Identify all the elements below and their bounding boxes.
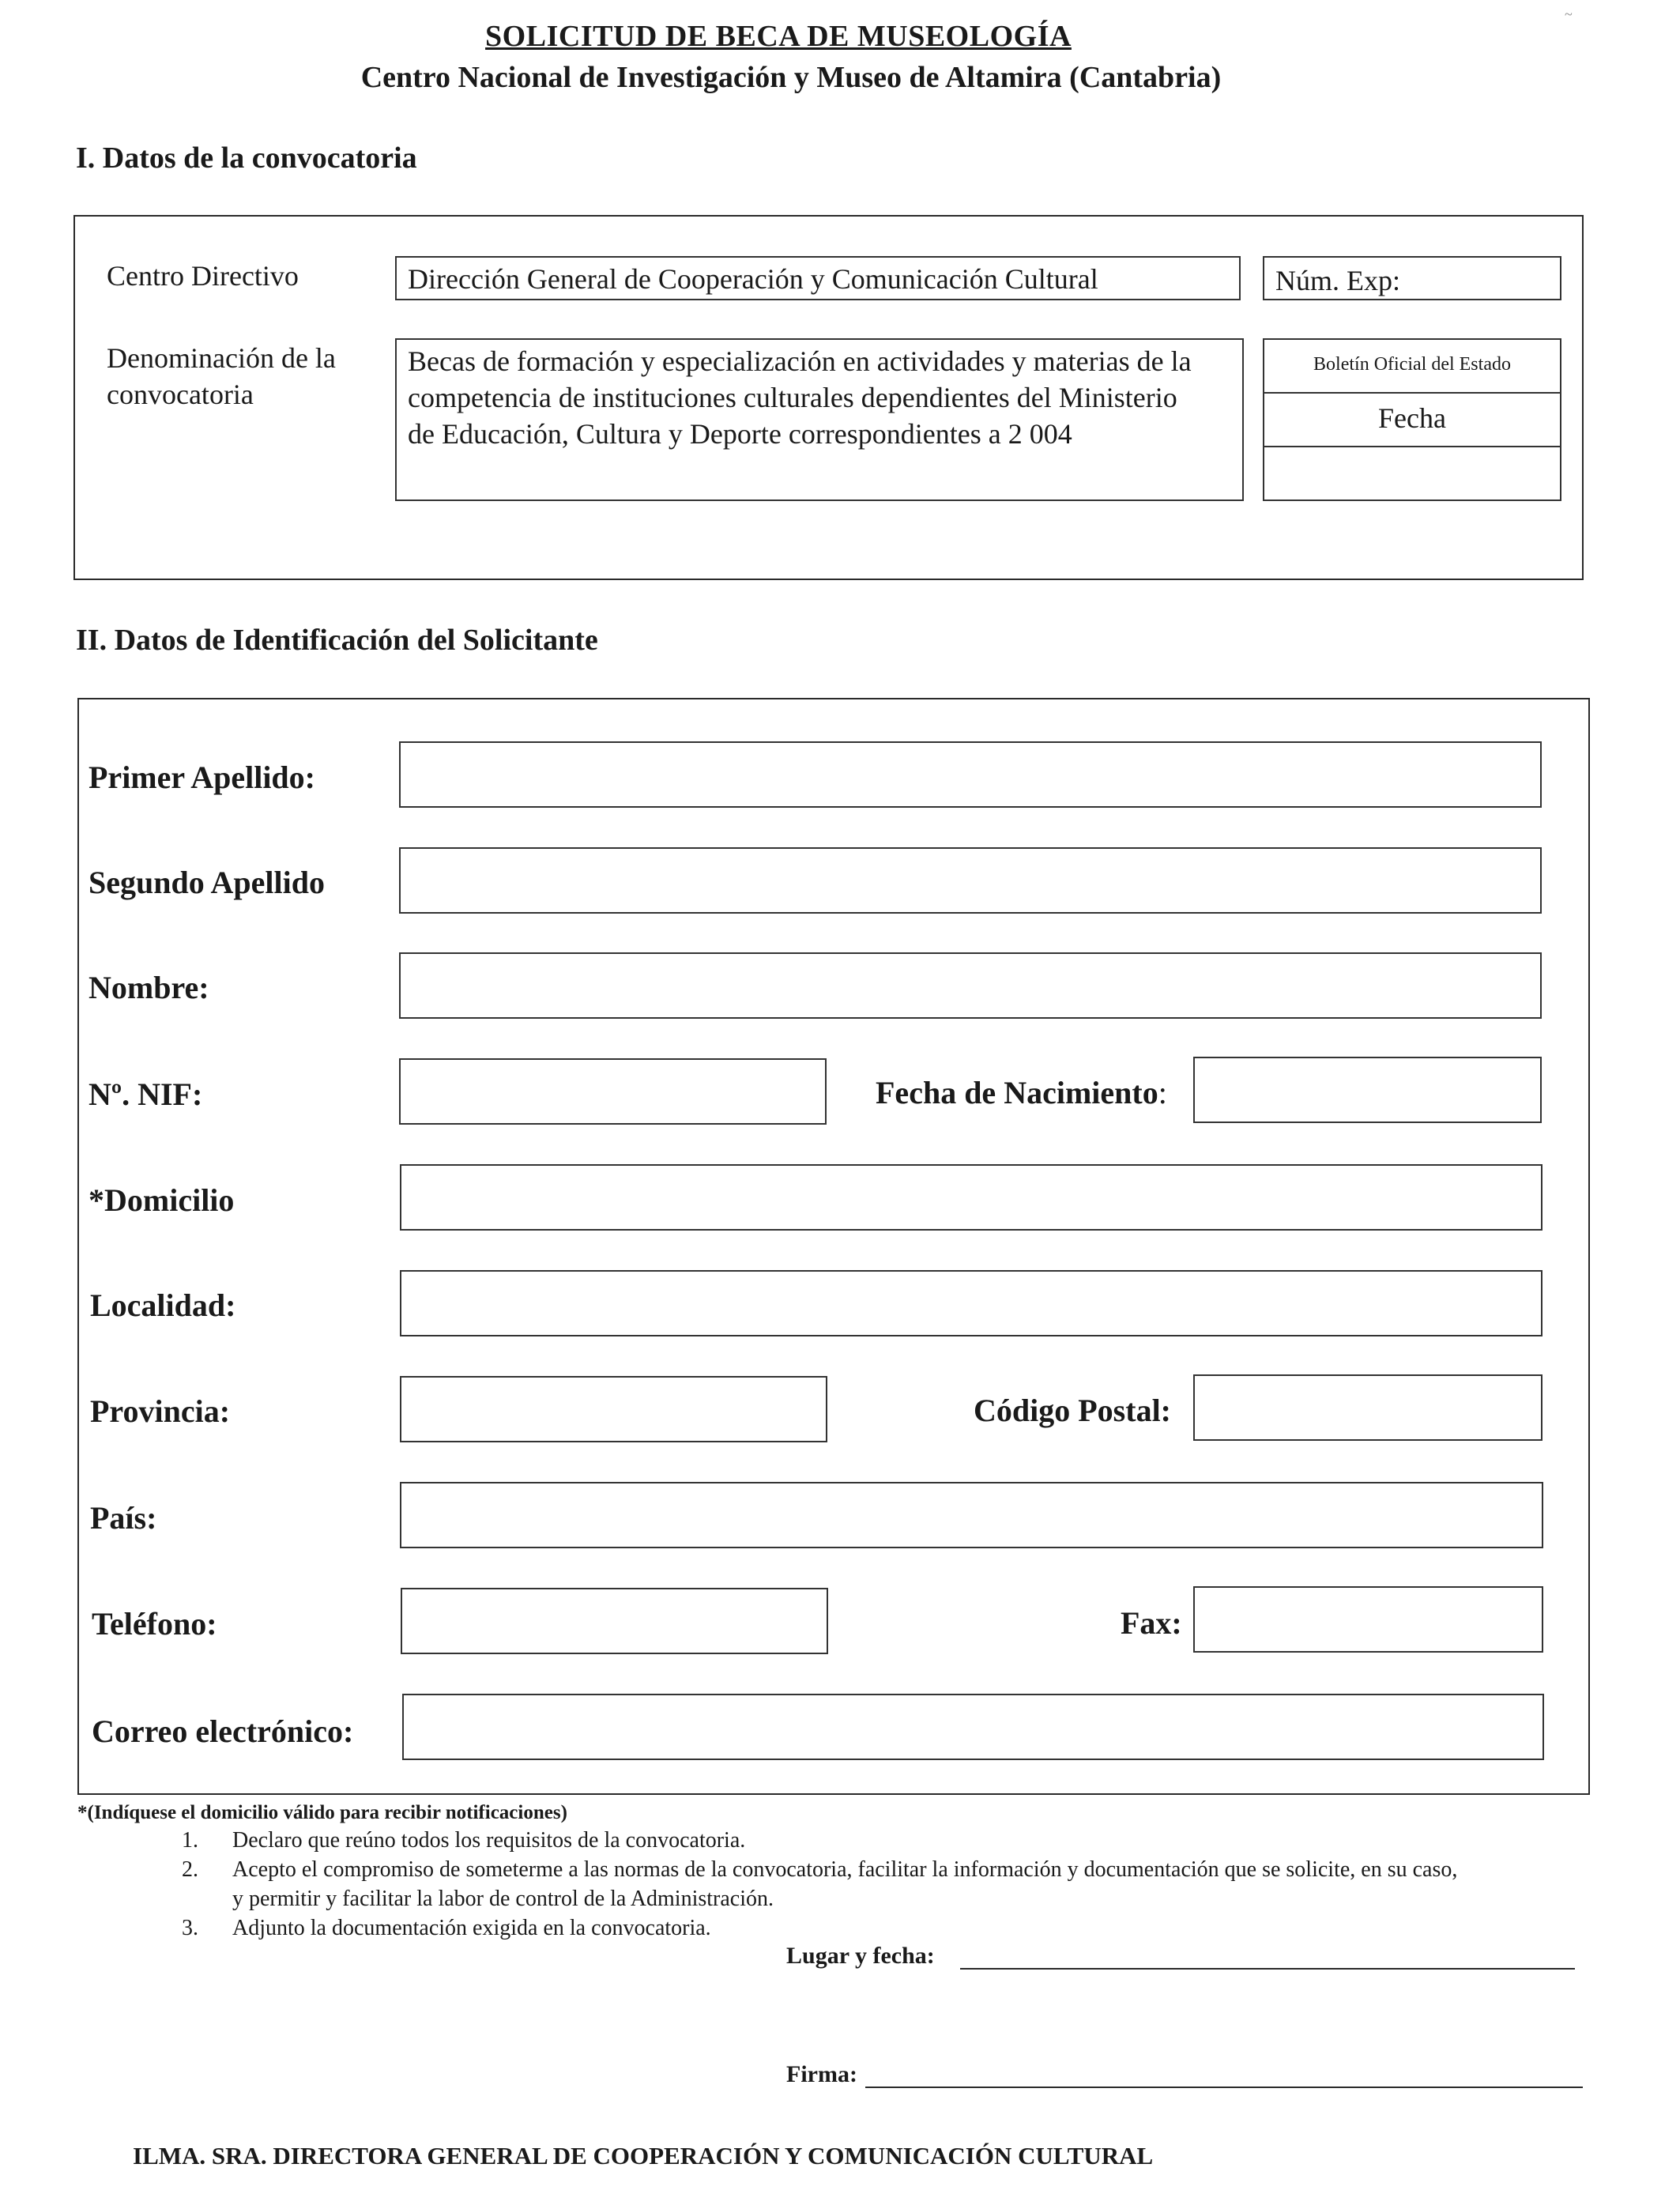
denominacion-field: [395, 338, 1244, 501]
addressee: ILMA. SRA. DIRECTORA GENERAL DE COOPERACIÓN Y COMUNICACIÓN CULTURAL: [133, 2142, 1154, 2169]
fecha-nacimiento-input[interactable]: [1193, 1057, 1542, 1123]
lugar-fecha-line[interactable]: [960, 1960, 1575, 1970]
section-2-heading: II. Datos de Identificación del Solicitante: [76, 624, 598, 657]
correo-input[interactable]: [402, 1694, 1544, 1760]
boe-box: [1263, 338, 1561, 501]
denominacion-text-line1: Becas de formación y especialización en actividades y materias de la: [408, 345, 1192, 377]
segundo-apellido-label: Segundo Apellido: [89, 865, 326, 900]
boe-label: Boletín Oficial del Estado: [1313, 354, 1511, 375]
nombre-label: Nombre:: [89, 970, 209, 1005]
pais-input[interactable]: [400, 1482, 1543, 1548]
fecha-nacimiento-colon: :: [1158, 1075, 1167, 1110]
localidad-label: Localidad:: [90, 1287, 236, 1323]
declaration-item-1: Declaro que reúno todos los requisitos de la convocatoria.: [232, 1828, 746, 1853]
document-title: SOLICITUD DE BECA DE MUSEOLOGÍA: [485, 20, 1072, 53]
declaration-item-2-line1: Acepto el compromiso de someterme a las normas de la convocatoria, facilitar la información y documentación que se solicite, en su caso,: [232, 1857, 1458, 1882]
telefono-label: Teléfono:: [92, 1606, 217, 1642]
declaration-num-2: 2.: [182, 1857, 198, 1882]
denominacion-label-line2: convocatoria: [107, 379, 254, 410]
declaration-item-3: Adjunto la documentación exigida en la convocatoria.: [232, 1916, 711, 1940]
declaration-num-3: 3.: [182, 1916, 198, 1940]
pais-label: País:: [90, 1500, 157, 1536]
nif-input[interactable]: [399, 1058, 827, 1125]
domicilio-input[interactable]: [400, 1164, 1543, 1231]
firma-label: Firma:: [786, 2061, 857, 2087]
segundo-apellido-input[interactable]: [399, 847, 1542, 914]
centro-directivo-label: Centro Directivo: [107, 260, 299, 292]
firma-line[interactable]: [865, 2079, 1583, 2088]
declaration-item-2-line2: y permitir y facilitar la labor de control de la Administración.: [232, 1887, 774, 1911]
scan-mark: ~: [1565, 6, 1573, 22]
boe-date-field[interactable]: [1264, 447, 1560, 499]
num-exp-field[interactable]: Núm. Exp:: [1263, 256, 1561, 300]
boe-fecha-label: Fecha: [1378, 402, 1446, 434]
fecha-nacimiento-label-wrap: [876, 1074, 1167, 1111]
localidad-input[interactable]: [400, 1270, 1543, 1336]
nif-label: Nº. NIF:: [89, 1076, 203, 1112]
fecha-nacimiento-label: Fecha de Nacimiento: [876, 1075, 1158, 1110]
document-subtitle: Centro Nacional de Investigación y Museo de Altamira (Cantabria): [360, 61, 1222, 94]
fax-label: Fax:: [1121, 1605, 1182, 1641]
telefono-input[interactable]: [401, 1588, 828, 1654]
section-1-heading: I. Datos de la convocatoria: [76, 141, 417, 175]
primer-apellido-label: Primer Apellido:: [89, 760, 315, 795]
domicilio-label: *Domicilio: [89, 1182, 235, 1218]
solicitante-panel: [77, 698, 1590, 1795]
boe-divider-1: [1264, 392, 1560, 394]
fax-input[interactable]: [1193, 1586, 1543, 1653]
lugar-fecha-label: Lugar y fecha:: [786, 1943, 935, 1969]
codigo-postal-label: Código Postal:: [974, 1393, 1171, 1428]
denominacion-text-line2: competencia de instituciones culturales dependientes del Ministerio: [408, 382, 1177, 413]
domicilio-note: *(Indíquese el domicilio válido para recibir notificaciones): [77, 1802, 567, 1823]
centro-directivo-field[interactable]: Dirección General de Cooperación y Comunicación Cultural: [395, 256, 1241, 300]
codigo-postal-input[interactable]: [1193, 1374, 1543, 1441]
nombre-input[interactable]: [399, 952, 1542, 1019]
denominacion-label-line1: Denominación de la: [107, 342, 336, 374]
convocatoria-panel: [73, 215, 1584, 580]
provincia-label: Provincia:: [90, 1393, 231, 1429]
declaration-num-1: 1.: [182, 1828, 198, 1853]
primer-apellido-input[interactable]: [399, 741, 1542, 808]
correo-label: Correo electrónico:: [92, 1713, 354, 1749]
provincia-input[interactable]: [400, 1376, 827, 1442]
denominacion-text-line3: de Educación, Cultura y Deporte correspondientes a 2 004: [408, 418, 1072, 450]
